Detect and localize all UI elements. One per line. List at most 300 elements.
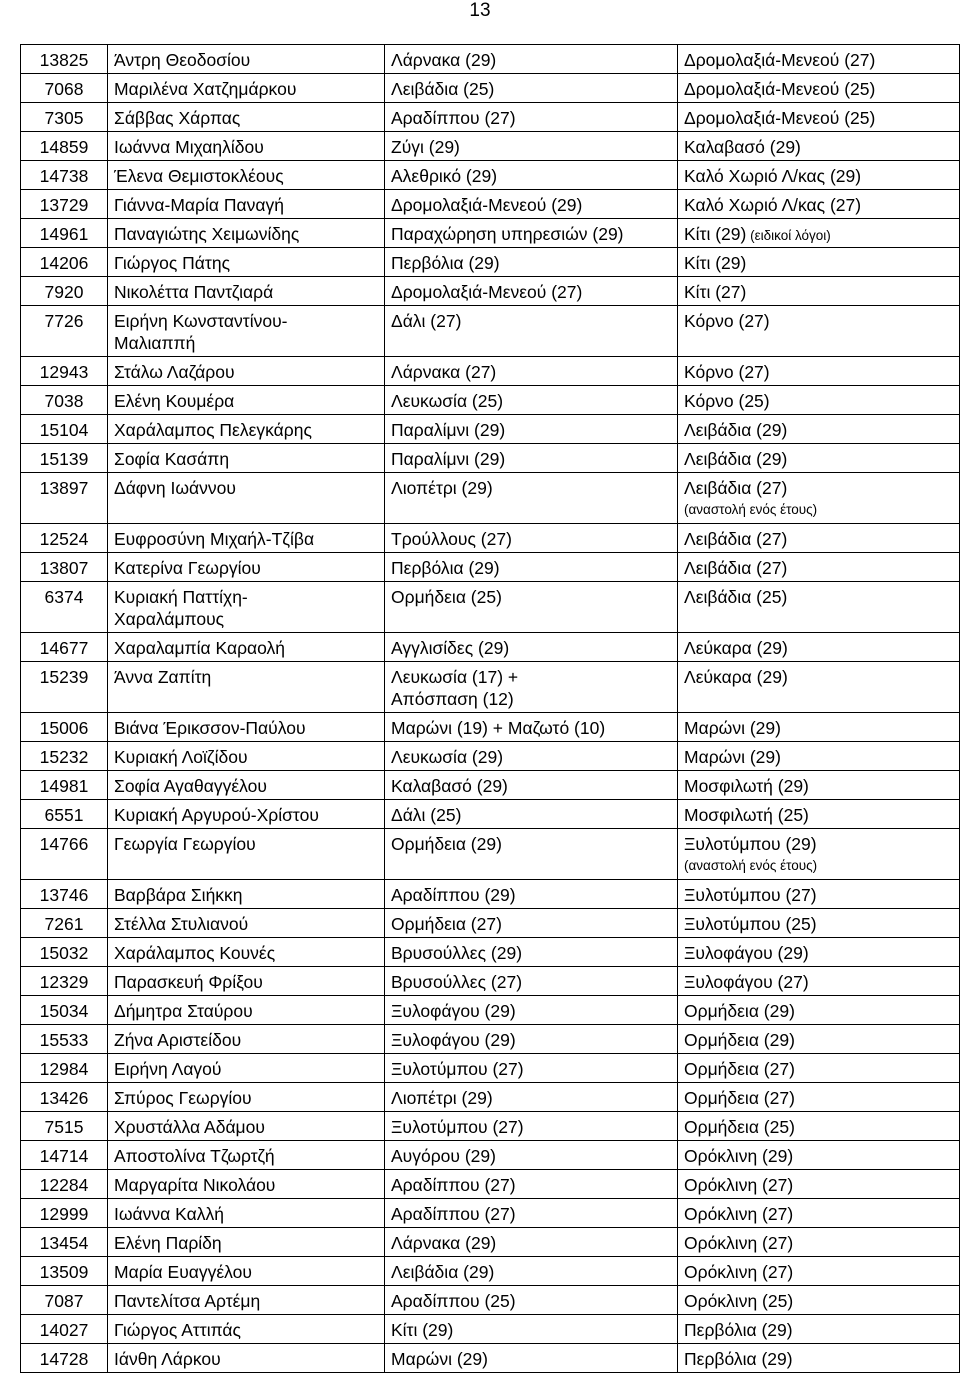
cell-name [108, 1083, 385, 1112]
teacher-id: 15006 [39, 718, 89, 738]
from-school: Περβόλια (29) [391, 253, 500, 273]
teacher-name: Γιάννα-Μαρία Παναγή [114, 195, 284, 215]
table-row [21, 829, 960, 880]
teacher-name: Δάφνη Ιωάννου [114, 478, 236, 498]
teacher-name: Δήμητρα Σταύρου [114, 1001, 253, 1021]
table-row [21, 277, 960, 306]
cell-id [21, 1141, 108, 1170]
teacher-id: 14766 [39, 834, 89, 854]
from-school: Δάλι (25) [391, 805, 462, 825]
from-school: Αραδίππου (29) [391, 885, 516, 905]
teacher-name: Μαρία Ευαγγέλου [114, 1262, 252, 1282]
cell-to [678, 582, 960, 633]
teacher-name: Σοφία Αγαθαγγέλου [114, 776, 267, 796]
teacher-id: 14206 [39, 253, 89, 273]
teacher-id: 14714 [39, 1146, 89, 1166]
to-school: Λειβάδια (25) [684, 587, 788, 607]
table-row [21, 713, 960, 742]
cell-id [21, 1257, 108, 1286]
teacher-id: 15139 [39, 449, 89, 469]
teacher-name: Γιώργος Αττιπάς [114, 1320, 241, 1340]
teacher-name: Ειρήνη Κωνσταντίνου- [114, 311, 288, 331]
from-school: Ορμήδεια (27) [391, 914, 502, 934]
from-school: Λάρνακα (29) [391, 50, 497, 70]
teacher-id: 13825 [39, 50, 89, 70]
cell-from [385, 800, 678, 829]
cell-name [108, 1170, 385, 1199]
table-row [21, 248, 960, 277]
teacher-id: 14728 [39, 1349, 89, 1369]
table-row [21, 473, 960, 524]
table-row [21, 190, 960, 219]
teacher-id: 14027 [39, 1320, 89, 1340]
cell-id [21, 771, 108, 800]
to-school: Μοσφιλωτή (25) [684, 805, 809, 825]
cell-id [21, 1228, 108, 1257]
cell-from [385, 1286, 678, 1315]
teacher-id: 7920 [44, 282, 84, 302]
to-school: Ξυλοτύμπου (25) [684, 914, 817, 934]
cell-id [21, 132, 108, 161]
teacher-name: Ιωάννα Καλλή [114, 1204, 224, 1224]
to-school: Ορμήδεια (27) [684, 1088, 795, 1108]
to-note: (αναστολή ενός έτους) [684, 502, 818, 517]
cell-to [678, 1257, 960, 1286]
cell-name [108, 219, 385, 248]
to-school: Ορμήδεια (29) [684, 1001, 795, 1021]
cell-id [21, 473, 108, 524]
teacher-id: 12943 [39, 362, 89, 382]
cell-from [385, 161, 678, 190]
teacher-id: 7261 [44, 914, 84, 934]
cell-from [385, 1025, 678, 1054]
from-school: Ξυλοτύμπου (27) [391, 1117, 524, 1137]
cell-id [21, 357, 108, 386]
teacher-name: Παναγιώτης Χειμωνίδης [114, 224, 300, 244]
cell-id [21, 938, 108, 967]
teacher-id: 14677 [39, 638, 89, 658]
cell-name [108, 415, 385, 444]
cell-name [108, 582, 385, 633]
cell-to [678, 45, 960, 74]
cell-from [385, 74, 678, 103]
to-school: Ορμήδεια (27) [684, 1059, 795, 1079]
to-note: (αναστολή ενός έτους) [684, 858, 818, 873]
teacher-id: 13509 [39, 1262, 89, 1282]
to-school: Κίτι (29) (ειδικοί λόγοι) [684, 224, 831, 244]
from-school: Λευκωσία (29) [391, 747, 504, 767]
cell-name [108, 473, 385, 524]
cell-to [678, 829, 960, 880]
cell-id [21, 103, 108, 132]
teacher-name: Άντρη Θεοδοσίου [114, 50, 251, 70]
cell-name [108, 967, 385, 996]
teacher-name: Ελένη Παρίδη [114, 1233, 222, 1253]
to-school: Ξυλοτύμπου (27) [684, 885, 817, 905]
teacher-id: 7515 [44, 1117, 84, 1137]
teacher-id: 15232 [39, 747, 89, 767]
table-row [21, 742, 960, 771]
cell-id [21, 1083, 108, 1112]
teacher-name-cont: Χαραλάμπους [114, 609, 225, 629]
from-school: Αραδίππου (27) [391, 108, 516, 128]
from-school: Λιοπέτρι (29) [391, 1088, 493, 1108]
teacher-id: 15533 [39, 1030, 89, 1050]
from-school: Καλαβασό (29) [391, 776, 508, 796]
from-school: Αγγλισίδες (29) [391, 638, 510, 658]
cell-id [21, 909, 108, 938]
cell-id [21, 190, 108, 219]
cell-id [21, 996, 108, 1025]
from-school-cont: Απόσπαση (12) [391, 689, 514, 709]
cell-to [678, 553, 960, 582]
cell-name [108, 633, 385, 662]
from-school: Μαρώνι (19) + Μαζωτό (10) [391, 718, 606, 738]
from-school: Αυγόρου (29) [391, 1146, 496, 1166]
cell-to [678, 74, 960, 103]
table-row [21, 1025, 960, 1054]
cell-id [21, 248, 108, 277]
teacher-name: Γεωργία Γεωργίου [114, 834, 256, 854]
cell-name [108, 553, 385, 582]
cell-from [385, 1141, 678, 1170]
teacher-name: Κυριακή Λοϊζίδου [114, 747, 248, 767]
teacher-id: 7087 [44, 1291, 84, 1311]
to-school: Κόρνο (27) [684, 311, 770, 331]
teacher-name: Μαριλένα Χατζημάρκου [114, 79, 297, 99]
teacher-id: 14738 [39, 166, 89, 186]
from-school: Δάλι (27) [391, 311, 462, 331]
table-body [21, 45, 960, 1373]
cell-id [21, 829, 108, 880]
to-school: Καλό Χωριό Λ/κας (29) [684, 166, 862, 186]
cell-from [385, 386, 678, 415]
table-row [21, 161, 960, 190]
cell-to [678, 386, 960, 415]
cell-name [108, 45, 385, 74]
cell-id [21, 219, 108, 248]
teacher-id: 14961 [39, 224, 89, 244]
cell-name [108, 1025, 385, 1054]
teacher-id: 14981 [39, 776, 89, 796]
cell-to [678, 1141, 960, 1170]
cell-from [385, 45, 678, 74]
teacher-id: 12999 [39, 1204, 89, 1224]
cell-to [678, 103, 960, 132]
table-row [21, 1141, 960, 1170]
teacher-name: Νικολέττα Παντζιαρά [114, 282, 274, 302]
from-school: Ζύγι (29) [391, 137, 460, 157]
from-school: Μαρώνι (29) [391, 1349, 488, 1369]
from-school: Αραδίππου (25) [391, 1291, 516, 1311]
cell-from [385, 1199, 678, 1228]
to-school: Μαρώνι (29) [684, 747, 781, 767]
from-school: Παραχώρηση υπηρεσιών (29) [391, 224, 624, 244]
cell-from [385, 967, 678, 996]
cell-from [385, 103, 678, 132]
cell-id [21, 967, 108, 996]
cell-name [108, 829, 385, 880]
cell-from [385, 829, 678, 880]
cell-name [108, 1228, 385, 1257]
cell-name [108, 1315, 385, 1344]
cell-from [385, 880, 678, 909]
cell-from [385, 996, 678, 1025]
cell-name [108, 132, 385, 161]
cell-name [108, 1344, 385, 1373]
cell-from [385, 1344, 678, 1373]
table-row [21, 1054, 960, 1083]
cell-name [108, 996, 385, 1025]
cell-to [678, 524, 960, 553]
cell-to [678, 1286, 960, 1315]
to-school: Λειβάδια (27) [684, 558, 788, 578]
to-school: Δρομολαξιά-Μενεού (25) [684, 79, 876, 99]
cell-name [108, 161, 385, 190]
to-school: Λειβάδια (27) [684, 478, 788, 498]
from-school: Παραλίμνι (29) [391, 449, 506, 469]
cell-from [385, 190, 678, 219]
cell-from [385, 415, 678, 444]
cell-from [385, 473, 678, 524]
from-school: Λειβάδια (25) [391, 79, 495, 99]
cell-id [21, 1199, 108, 1228]
cell-from [385, 1054, 678, 1083]
teacher-name: Βαρβάρα Σιήκκη [114, 885, 243, 905]
teacher-name: Σπύρος Γεωργίου [114, 1088, 252, 1108]
cell-name [108, 190, 385, 219]
cell-to [678, 967, 960, 996]
teacher-id: 6374 [44, 587, 84, 607]
cell-to [678, 306, 960, 357]
cell-name [108, 1054, 385, 1083]
cell-name [108, 386, 385, 415]
teacher-name: Στέλλα Στυλιανού [114, 914, 249, 934]
to-school: Ορόκλινη (27) [684, 1175, 794, 1195]
cell-name [108, 74, 385, 103]
from-school: Ορμήδεια (25) [391, 587, 502, 607]
cell-from [385, 132, 678, 161]
cell-from [385, 553, 678, 582]
table-row [21, 45, 960, 74]
to-school: Καλό Χωριό Λ/κας (27) [684, 195, 862, 215]
table-row [21, 1199, 960, 1228]
cell-name [108, 800, 385, 829]
cell-name [108, 103, 385, 132]
to-note: (ειδικοί λόγοι) [746, 228, 831, 243]
teacher-id: 15104 [39, 420, 89, 440]
teacher-id: 15034 [39, 1001, 89, 1021]
from-school: Ορμήδεια (29) [391, 834, 502, 854]
teacher-name: Παρασκευή Φρίξου [114, 972, 263, 992]
table-row [21, 1257, 960, 1286]
cell-to [678, 473, 960, 524]
to-school: Ξυλοφάγου (27) [684, 972, 809, 992]
cell-from [385, 444, 678, 473]
to-school: Κίτι (27) [684, 282, 747, 302]
to-school: Ορόκλινη (27) [684, 1204, 794, 1224]
to-school: Ορόκλινη (29) [684, 1146, 794, 1166]
table-row [21, 582, 960, 633]
teacher-id: 15239 [39, 667, 89, 687]
teacher-id: 14859 [39, 137, 89, 157]
cell-name [108, 909, 385, 938]
cell-id [21, 1054, 108, 1083]
cell-to [678, 1054, 960, 1083]
table-row [21, 633, 960, 662]
to-school: Λειβάδια (27) [684, 529, 788, 549]
cell-from [385, 909, 678, 938]
table-row [21, 219, 960, 248]
from-school: Λειβάδια (29) [391, 1262, 495, 1282]
cell-id [21, 277, 108, 306]
cell-id [21, 1112, 108, 1141]
cell-name [108, 248, 385, 277]
teacher-name: Χαράλαμπος Πελεγκάρης [114, 420, 312, 440]
teacher-name: Ελένη Κουμέρα [114, 391, 235, 411]
cell-from [385, 938, 678, 967]
to-school: Ορμήδεια (25) [684, 1117, 795, 1137]
teacher-id: 13426 [39, 1088, 89, 1108]
cell-id [21, 713, 108, 742]
teacher-id: 13454 [39, 1233, 89, 1253]
cell-from [385, 248, 678, 277]
cell-name [108, 444, 385, 473]
cell-to [678, 1112, 960, 1141]
teacher-id: 6551 [44, 805, 84, 825]
cell-id [21, 880, 108, 909]
teacher-name: Ειρήνη Λαγού [114, 1059, 222, 1079]
from-school: Βρυσούλλες (27) [391, 972, 523, 992]
cell-from [385, 1170, 678, 1199]
cell-name [108, 938, 385, 967]
teacher-id: 13746 [39, 885, 89, 905]
teacher-id: 15032 [39, 943, 89, 963]
cell-name [108, 357, 385, 386]
cell-id [21, 742, 108, 771]
teacher-name: Σοφία Κασάπη [114, 449, 230, 469]
table-row [21, 103, 960, 132]
cell-name [108, 277, 385, 306]
cell-from [385, 219, 678, 248]
teacher-id: 7726 [44, 311, 84, 331]
cell-from [385, 277, 678, 306]
from-school: Κίτι (29) [391, 1320, 454, 1340]
from-school: Λευκωσία (25) [391, 391, 504, 411]
to-school: Ξυλοτύμπου (29) [684, 834, 817, 854]
cell-id [21, 553, 108, 582]
cell-from [385, 713, 678, 742]
cell-to [678, 277, 960, 306]
table-row [21, 938, 960, 967]
to-school: Λειβάδια (29) [684, 420, 788, 440]
cell-from [385, 771, 678, 800]
from-school: Περβόλια (29) [391, 558, 500, 578]
cell-name [108, 1257, 385, 1286]
to-school: Δρομολαξιά-Μενεού (25) [684, 108, 876, 128]
from-school: Λάρνακα (27) [391, 362, 497, 382]
to-school: Μαρώνι (29) [684, 718, 781, 738]
cell-from [385, 1315, 678, 1344]
from-school: Τρούλλους (27) [391, 529, 512, 549]
from-school: Λιοπέτρι (29) [391, 478, 493, 498]
cell-from [385, 1257, 678, 1286]
cell-from [385, 662, 678, 713]
table-row [21, 444, 960, 473]
cell-to [678, 190, 960, 219]
cell-name [108, 1199, 385, 1228]
cell-to [678, 938, 960, 967]
to-school: Περβόλια (29) [684, 1349, 793, 1369]
teacher-id: 13729 [39, 195, 89, 215]
cell-id [21, 161, 108, 190]
cell-id [21, 306, 108, 357]
to-school: Δρομολαξιά-Μενεού (27) [684, 50, 876, 70]
table-row [21, 1228, 960, 1257]
cell-to [678, 1344, 960, 1373]
cell-name [108, 524, 385, 553]
cell-id [21, 633, 108, 662]
to-school: Καλαβασό (29) [684, 137, 801, 157]
table-row [21, 880, 960, 909]
from-school: Λάρνακα (29) [391, 1233, 497, 1253]
from-school: Αραδίππου (27) [391, 1204, 516, 1224]
from-school: Δρομολαξιά-Μενεού (27) [391, 282, 583, 302]
teacher-name: Χαραλαμπία Καραολή [114, 638, 286, 658]
cell-to [678, 1025, 960, 1054]
teacher-name: Μαργαρίτα Νικολάου [114, 1175, 276, 1195]
to-school: Ξυλοφάγου (29) [684, 943, 809, 963]
table-row [21, 357, 960, 386]
cell-name [108, 880, 385, 909]
teacher-id: 13807 [39, 558, 89, 578]
table-row [21, 306, 960, 357]
table-row [21, 524, 960, 553]
cell-to [678, 880, 960, 909]
to-school: Μοσφιλωτή (29) [684, 776, 809, 796]
teacher-name: Ιωάννα Μιχαηλίδου [114, 137, 264, 157]
table-row [21, 771, 960, 800]
table-row [21, 967, 960, 996]
cell-to [678, 161, 960, 190]
cell-to [678, 1083, 960, 1112]
cell-to [678, 771, 960, 800]
teacher-id: 12284 [39, 1175, 89, 1195]
cell-name [108, 1112, 385, 1141]
cell-name [108, 713, 385, 742]
cell-name [108, 742, 385, 771]
cell-id [21, 662, 108, 713]
cell-from [385, 1112, 678, 1141]
table-row [21, 386, 960, 415]
cell-name [108, 771, 385, 800]
from-school: Ξυλοφάγου (29) [391, 1001, 516, 1021]
teacher-name: Αποστολίνα Τζωρτζή [114, 1146, 275, 1166]
table-row [21, 1315, 960, 1344]
table-row [21, 800, 960, 829]
cell-to [678, 357, 960, 386]
cell-from [385, 357, 678, 386]
teacher-name: Σάββας Χάρπας [114, 108, 241, 128]
teacher-id: 7038 [44, 391, 84, 411]
cell-id [21, 1025, 108, 1054]
teacher-id: 12524 [39, 529, 89, 549]
teacher-name: Χαράλαμπος Κουνές [114, 943, 276, 963]
table-row [21, 415, 960, 444]
teacher-name: Ζήνα Αριστείδου [114, 1030, 242, 1050]
teacher-name: Γιώργος Πάτης [114, 253, 231, 273]
from-school: Ξυλοφάγου (29) [391, 1030, 516, 1050]
